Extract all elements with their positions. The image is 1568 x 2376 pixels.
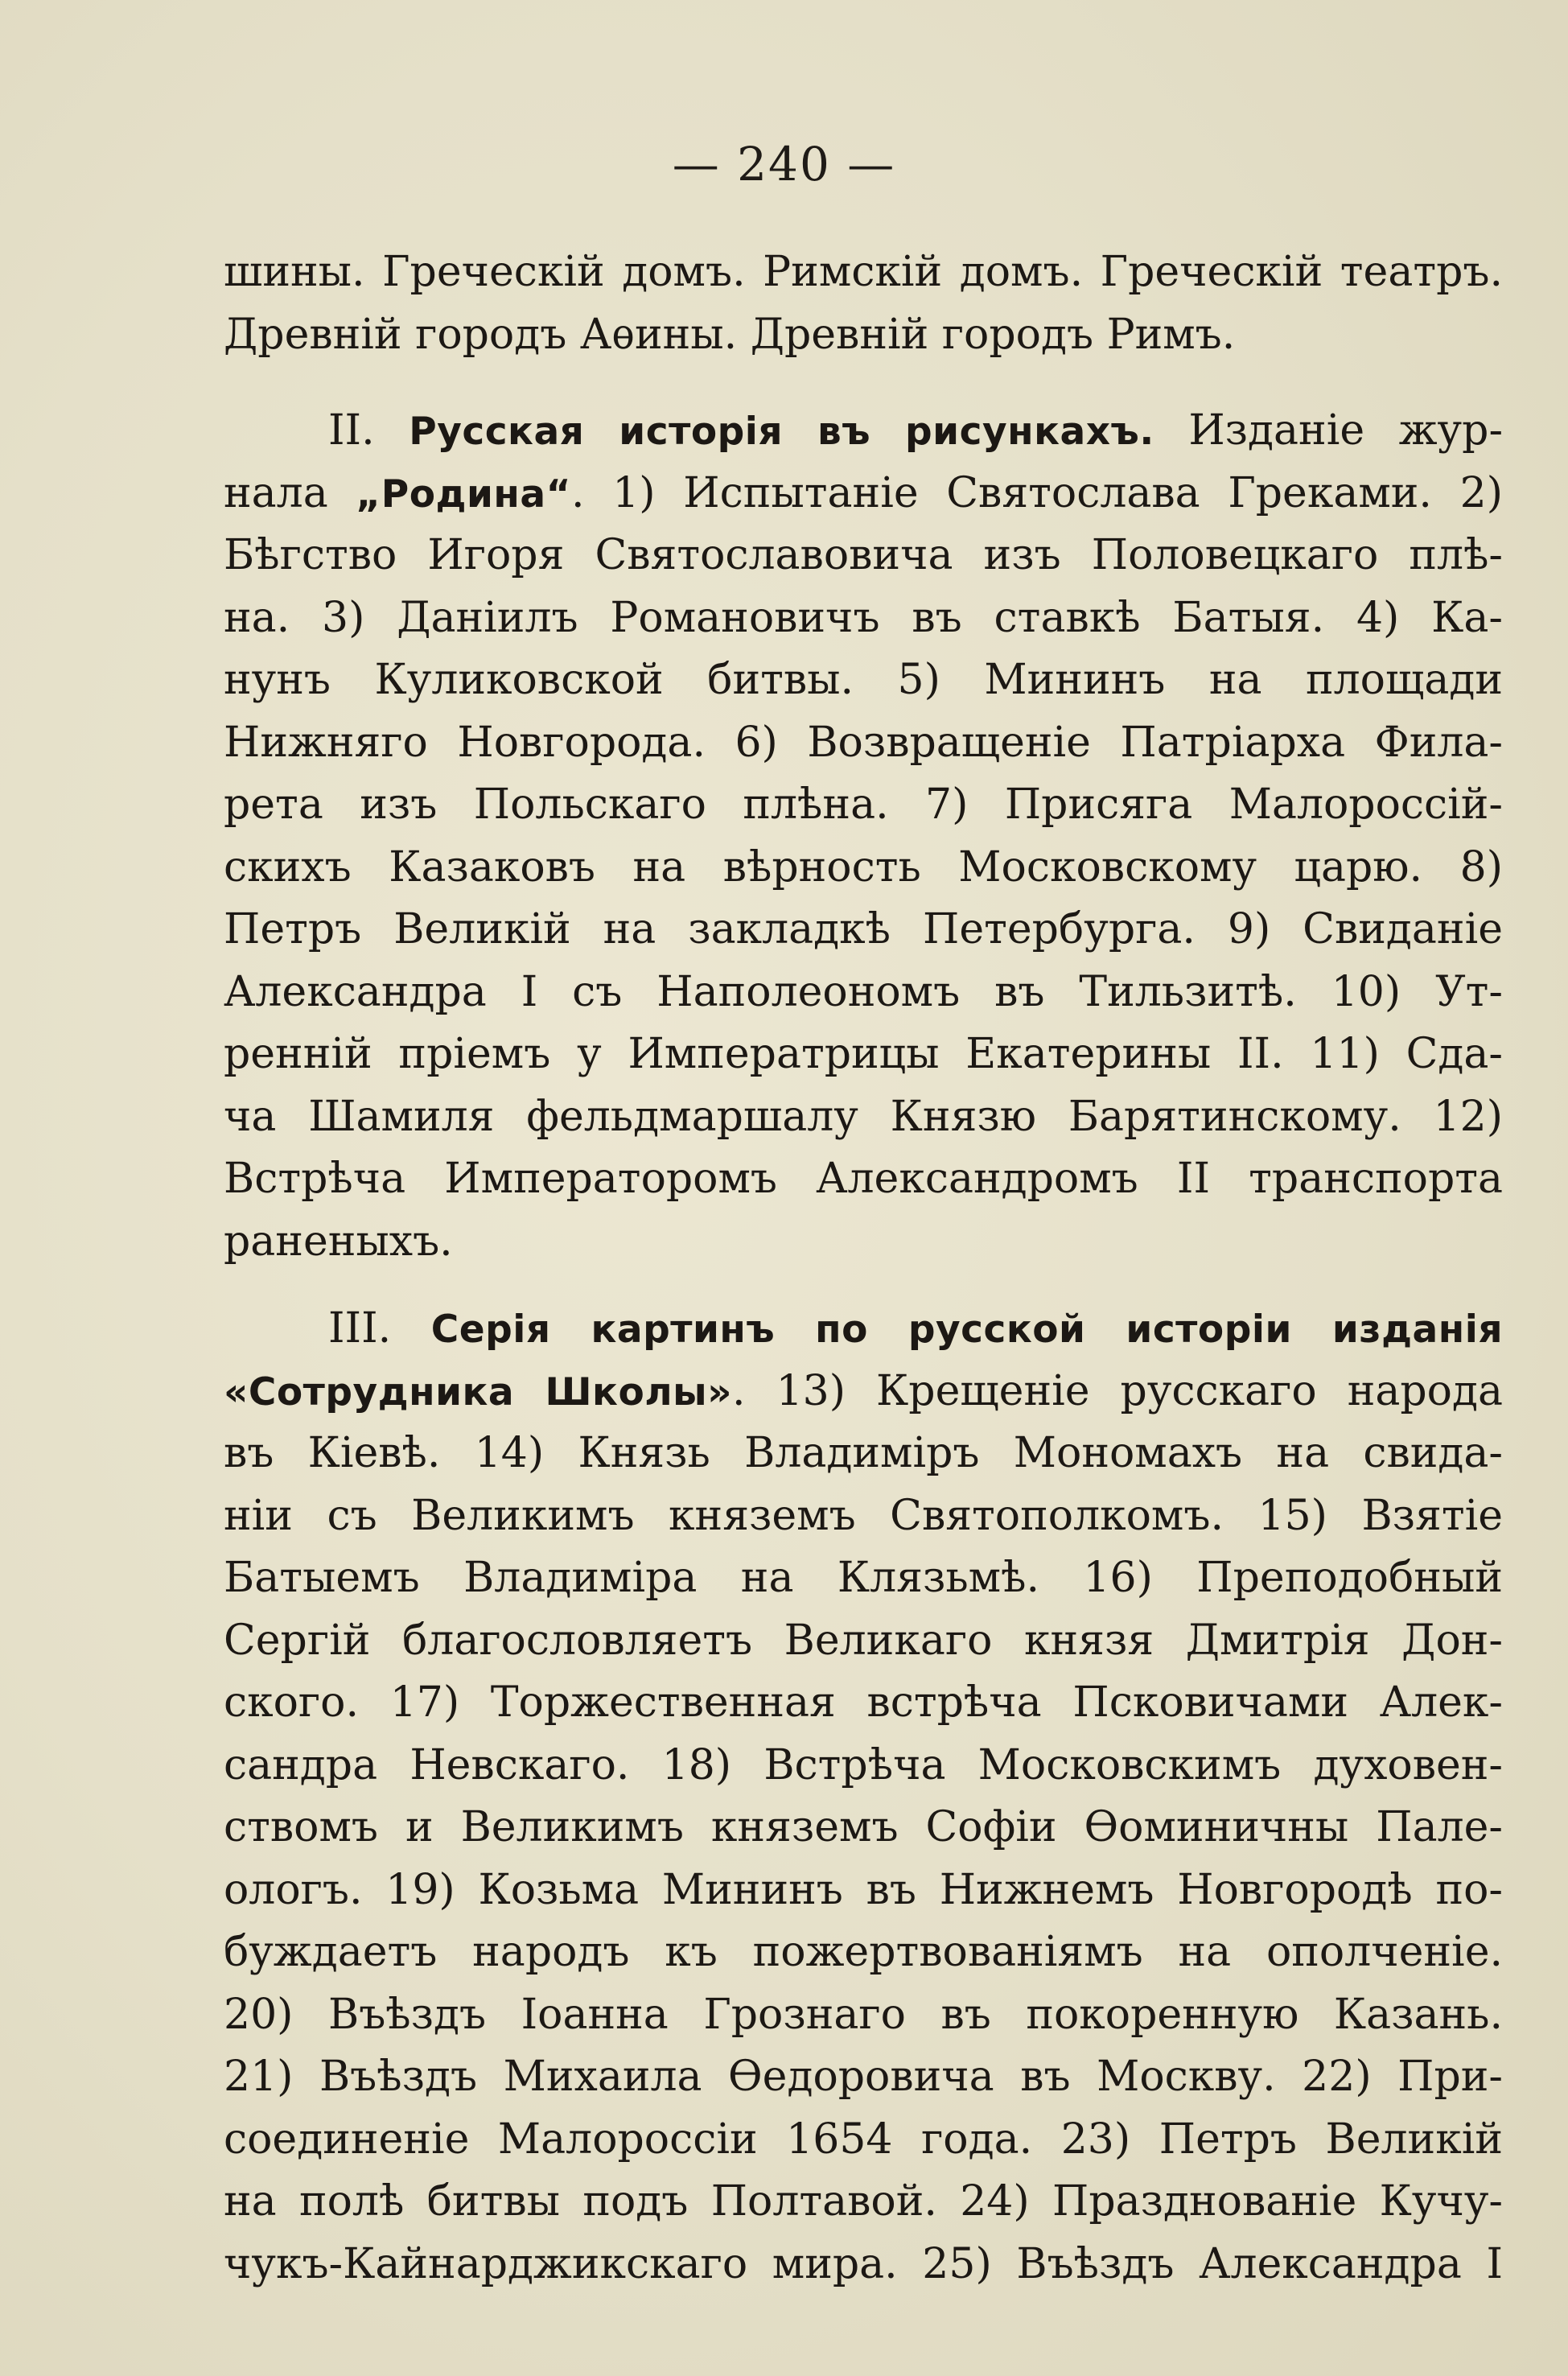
text-line: скихъ Казаковъ на вѣрность Московскому царю. 8): [224, 842, 1503, 892]
text-line: ствомъ и Великимъ княземъ Софіи Ѳоминичны Пале-: [224, 1803, 1503, 1851]
text-line: [224, 463, 1503, 525]
section-iii-line2-tail: . 13) Крещеніе русскаго народа: [732, 1366, 1503, 1415]
text-line: шины. Греческій домъ. Римскій домъ. Греческій театръ.: [224, 248, 1503, 296]
text-line: ніи съ Великимъ княземъ Святополкомъ. 15) Взятіе: [224, 1491, 1503, 1540]
text-line: рета изъ Польскаго плѣна. 7) Присяга Малороссій-: [224, 780, 1503, 829]
text-line: раненыхъ.: [224, 1217, 453, 1266]
section-ii-numeral: II.: [328, 406, 375, 455]
section-ii-heading-line: [224, 400, 1503, 463]
text-line: на полѣ битвы подъ Полтавой. 24) Празднованіе Кучу-: [224, 2177, 1503, 2226]
section-ii-line2-tail: . 1) Испытаніе Святослава Греками. 2): [571, 468, 1503, 517]
text-line: [224, 1361, 1503, 1423]
text-line: Батыемъ Владиміра на Клязьмѣ. 16) Преподобный: [224, 1554, 1503, 1602]
text-line: нунъ Куликовской битвы. 5) Мининъ на площади: [224, 656, 1503, 704]
text-line: буждаетъ народъ къ пожертвованіямъ на ополченіе.: [224, 1928, 1503, 1976]
page-number: — 240 —: [672, 137, 896, 191]
text-line: 20) Въѣздъ Іоанна Грознаго въ покоренную Казань.: [224, 1990, 1503, 2039]
text-line: въ Кіевѣ. 14) Князь Владиміръ Мономахъ на свида-: [224, 1429, 1503, 1477]
text-line: Бѣгство Игоря Святославовича изъ Половецкаго плѣ-: [224, 531, 1503, 579]
text-line: Сергій благословляетъ Великаго князя Дмитрія Дон-: [224, 1616, 1503, 1665]
text-line: Нижняго Новгорода. 6) Возвращеніе Патріарха Фила-: [224, 718, 1503, 767]
section-iii-publisher-name: «Сотрудника Школы»: [224, 1369, 733, 1414]
text-line: Встрѣча Императоромъ Александромъ II транспорта: [224, 1155, 1503, 1203]
text-line: 21) Въѣздъ Михаила Ѳедоровича въ Москву. 22) При-: [224, 2053, 1503, 2101]
section-ii: [224, 400, 1503, 1273]
section-iii: [224, 1298, 1503, 2296]
section-iii-numeral: III.: [328, 1304, 392, 1353]
text-line: ского. 17) Торжественная встрѣча Псковичами Алек-: [224, 1678, 1503, 1727]
text-line: Александра I съ Наполеономъ въ Тильзитѣ. 10) Ут-: [224, 967, 1503, 1016]
section-ii-heading-tail: Изданіе жур-: [1188, 406, 1503, 455]
text-line: Петръ Великій на закладкѣ Петербурга. 9) Свиданіе: [224, 905, 1503, 953]
text-line: ренній пріемъ у Императрицы Екатерины II. 11) Сда-: [224, 1030, 1503, 1078]
text-line: Древній городъ Аѳины. Древній городъ Римъ.: [224, 310, 1236, 359]
section-ii-line2-head: нала: [224, 468, 328, 517]
section-iii-title: Серія картинъ по русской исторіи изданія: [430, 1307, 1503, 1352]
text-line: сандра Невскаго. 18) Встрѣча Московскимъ духовен-: [224, 1740, 1503, 1789]
section-ii-title: Русская исторія въ рисункахъ.: [409, 410, 1154, 454]
text-line: чукъ-Кайнарджикскаго мира. 25) Въѣздъ Александра I: [224, 2239, 1503, 2288]
continued-text: [224, 241, 1503, 366]
text-line: соединеніе Малороссіи 1654 года. 23) Петръ Великій: [224, 2115, 1503, 2164]
section-iii-heading-line: [224, 1298, 1503, 1361]
text-line: ча Шамиля фельдмаршалу Князю Барятинскому. 12): [224, 1092, 1503, 1141]
section-ii-journal-name: „Родина“: [356, 471, 571, 517]
text-line: на. 3) Даніилъ Романовичъ въ ставкѣ Батыя. 4) Ка-: [224, 593, 1503, 642]
text-line: ологъ. 19) Козьма Мининъ въ Нижнемъ Новгородѣ по-: [224, 1865, 1503, 1914]
